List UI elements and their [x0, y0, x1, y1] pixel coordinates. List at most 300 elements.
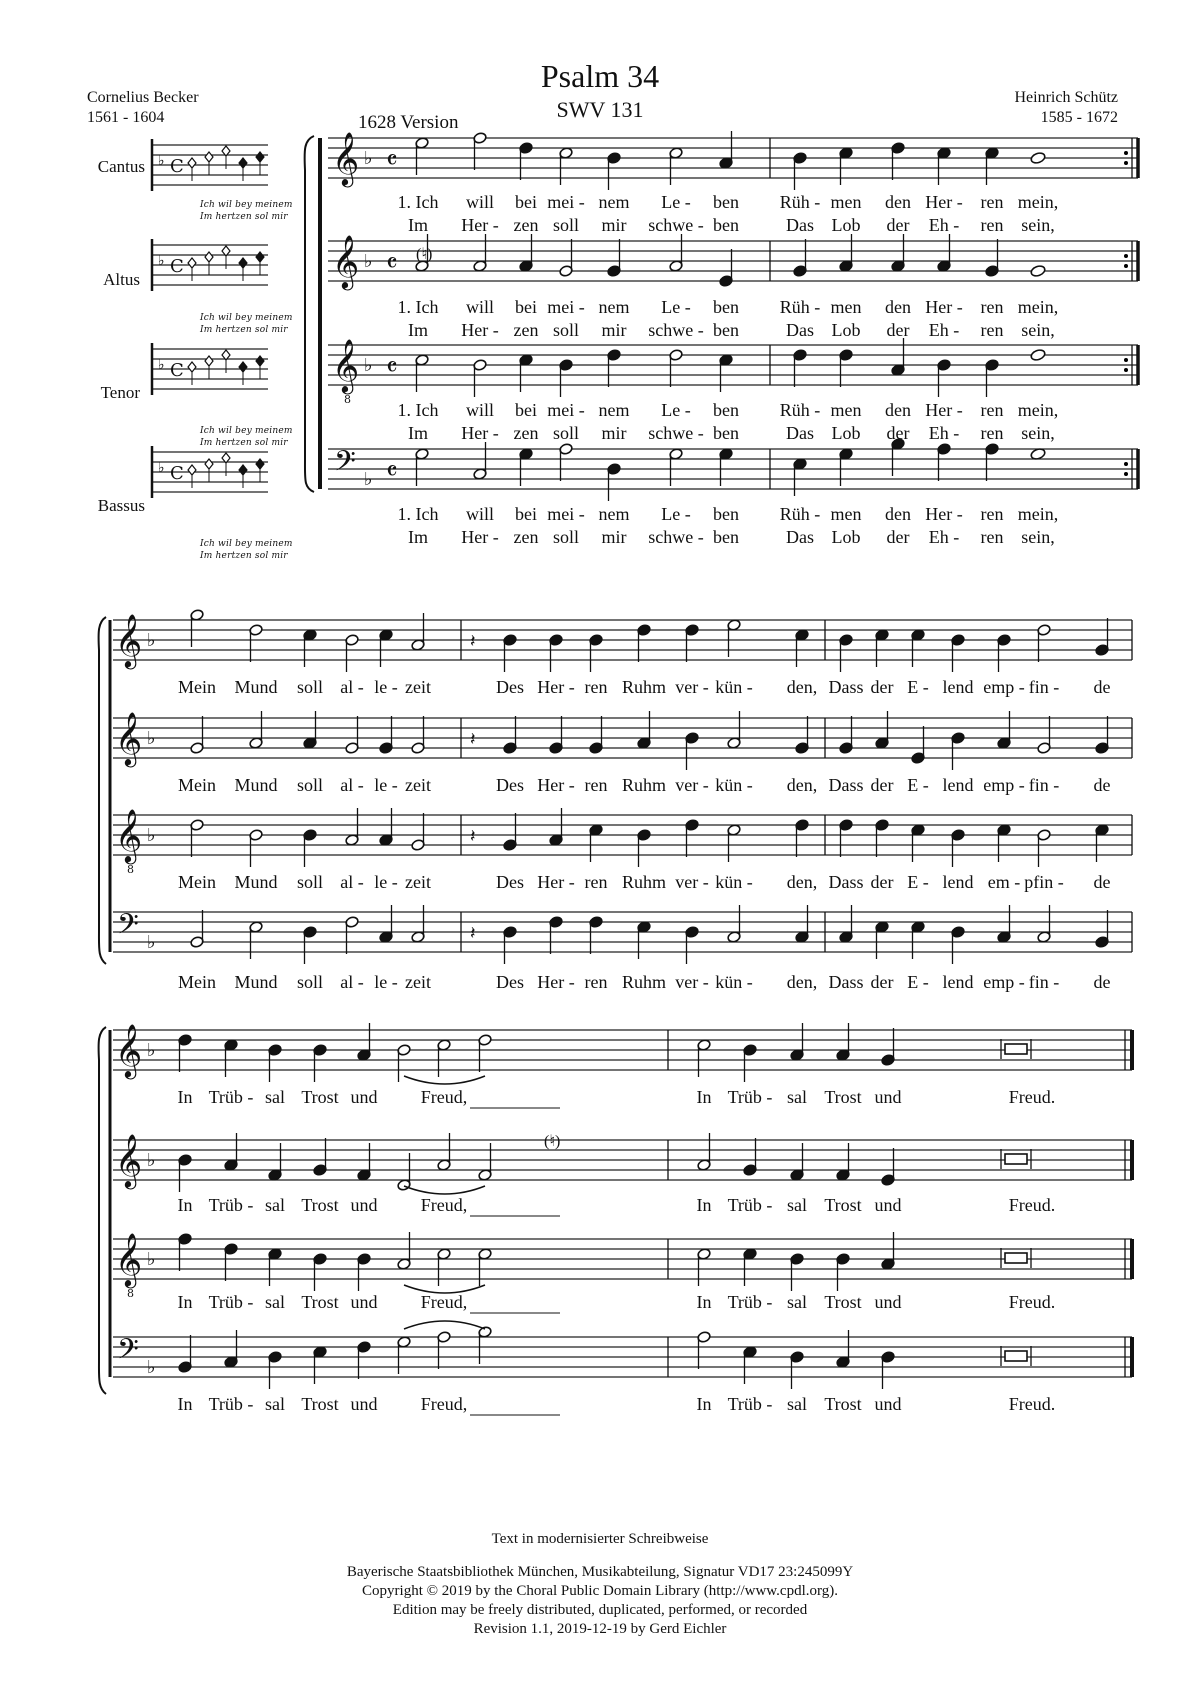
lyric-syllable: sal [787, 1087, 807, 1107]
lyric-syllable: den, [786, 972, 818, 992]
system1-staff-2-treble-clef: 𝄞 [332, 338, 360, 392]
lyric-syllable: Mein [178, 972, 216, 992]
slur [404, 1186, 485, 1194]
lyric-syllable: Trüb - [208, 1195, 254, 1215]
lyric-syllable: ver - [675, 677, 709, 697]
lyric-syllable: em - [987, 872, 1021, 892]
voice-label-bassus: Bassus [97, 496, 145, 515]
lyric-syllable: zen [513, 423, 539, 443]
system3-staff-1-treble-clef: 𝄞 [115, 1133, 143, 1187]
lyric-syllable: al - [340, 775, 364, 795]
lyric-syllable: ben [713, 320, 739, 340]
lyric-syllable: Trüb - [727, 1195, 773, 1215]
system1-staff-3-bass-clef: 𝄢 [334, 445, 356, 485]
quarter-rest: 𝄽 [470, 826, 476, 847]
system2-staff-2-octave-mark: 8 [127, 863, 134, 876]
lyric-syllable: Ruhm [621, 872, 667, 892]
system1-staff-3-flat: ♭ [364, 469, 373, 490]
system1-staff-1-flat: ♭ [364, 251, 373, 272]
lyric-syllable: soll [552, 215, 580, 235]
lyric-syllable: Trüb - [727, 1394, 773, 1414]
lyric-syllable: 1. Ich [397, 192, 439, 212]
system1-staff-2-octave-mark: 8 [344, 393, 351, 406]
lyric-syllable: ren [584, 872, 608, 892]
poet-name: Cornelius Becker [87, 89, 199, 106]
lyric-syllable: Im [408, 423, 428, 443]
lyric-syllable: der [870, 872, 894, 892]
lyric-syllable: Trüb - [208, 1394, 254, 1414]
lyric-syllable: Lob [831, 215, 861, 235]
lyric-syllable: Trost [824, 1292, 862, 1312]
system1-brace [305, 136, 314, 492]
lyric-syllable: sal [787, 1292, 807, 1312]
lyric-syllable: Trüb - [727, 1292, 773, 1312]
page-subtitle: SWV 131 [556, 97, 644, 122]
lyric-syllable: nem [598, 192, 630, 212]
lyric-syllable: bei [515, 297, 537, 317]
lyric-syllable: al - [340, 677, 364, 697]
lyric-syllable: Trüb - [208, 1087, 254, 1107]
editorial-accidental-altus-s1: (♮) [416, 246, 433, 263]
lyric-syllable: nem [598, 504, 630, 524]
lyric-syllable: fin - [1028, 677, 1060, 697]
lyric-syllable: Freud. [1008, 1087, 1056, 1107]
quarter-rest: 𝄽 [470, 729, 476, 750]
lyric-syllable: Mund [234, 775, 278, 795]
repeat-dot [1124, 462, 1128, 466]
incipit-text-cantus: Ich wil bey meinem Im hertzen sol mir [200, 200, 293, 222]
lyric-syllable: In [177, 1087, 193, 1107]
lyric-syllable: de [1093, 775, 1111, 795]
time-signature: 𝄴 [386, 146, 398, 176]
lyric-syllable: soll [552, 320, 580, 340]
lyric-syllable: ren [980, 504, 1004, 524]
incipit-mensuration: C [170, 463, 184, 484]
lyric-syllable: will [465, 297, 495, 317]
system2-staff-2-flat: ♭ [147, 825, 156, 846]
lyric-syllable: Her - [461, 527, 499, 547]
lyric-syllable: sal [265, 1195, 285, 1215]
lyric-syllable: 1. Ich [397, 297, 439, 317]
lyric-syllable: emp - [983, 775, 1025, 795]
lyric-syllable: ver - [675, 972, 709, 992]
repeat-dot [1124, 254, 1128, 258]
lyric-syllable: den, [786, 677, 818, 697]
lyric-syllable: sein, [1021, 527, 1055, 547]
incipit-note [239, 158, 247, 168]
lyric-syllable: Trüb - [727, 1087, 773, 1107]
footer-revision: Revision 1.1, 2019-12-19 by Gerd Eichler [473, 1621, 727, 1637]
lyric-syllable: Mund [234, 972, 278, 992]
lyric-syllable: kün - [715, 775, 753, 795]
footer-copyright: Copyright © 2019 by the Choral Public Domain Library (http://www.cpdl.org). [362, 1583, 838, 1599]
lyric-syllable: ren [584, 677, 608, 697]
voice-label-tenor: Tenor [100, 383, 140, 402]
incipit-flat: ♭ [158, 460, 165, 476]
lyric-syllable: Rüh - [779, 192, 821, 212]
lyric-syllable: ren [980, 320, 1004, 340]
composer-name: Heinrich Schütz [1014, 89, 1118, 106]
lyric-syllable: ben [713, 400, 739, 420]
lyric-syllable: Le - [661, 400, 691, 420]
lyric-syllable: de [1093, 677, 1111, 697]
lyric-syllable: 1. Ich [397, 504, 439, 524]
lyric-syllable: In [177, 1292, 193, 1312]
lyric-syllable: und [874, 1292, 902, 1312]
lyric-syllable: E - [907, 872, 929, 892]
lyric-syllable: Freud. [1008, 1394, 1056, 1414]
lyric-syllable: mein, [1017, 400, 1059, 420]
lyric-syllable: 1. Ich [397, 400, 439, 420]
incipit-note [188, 362, 196, 372]
lyric-syllable: will [465, 192, 495, 212]
lyric-syllable: der [870, 677, 894, 697]
lyric-syllable: Lob [831, 527, 861, 547]
lyric-syllable: kün - [715, 972, 753, 992]
system3-staff-3-flat: ♭ [147, 1357, 156, 1378]
page-title: Psalm 34 [540, 58, 660, 94]
system2-staff-2-treble-clef: 𝄞 [115, 808, 143, 862]
lyric-syllable: nem [598, 297, 630, 317]
lyric-syllable: Dass [828, 677, 864, 697]
lyric-syllable: de [1093, 872, 1111, 892]
lyric-syllable: ver - [675, 872, 709, 892]
lyric-syllable: den [885, 192, 911, 212]
lyric-syllable: zen [513, 215, 539, 235]
lyric-syllable: emp - [983, 677, 1025, 697]
lyric-syllable: Des [496, 775, 524, 795]
footer-note: Text in modernisierter Schreibweise [491, 1531, 709, 1547]
incipit-note [256, 252, 264, 262]
lyric-syllable: Eh - [928, 527, 960, 547]
lyric-syllable: will [465, 400, 495, 420]
incipit-text-altus: Ich wil bey meinem Im hertzen sol mir [200, 313, 293, 335]
lyric-syllable: sal [265, 1292, 285, 1312]
lyric-syllable: Her - [537, 872, 575, 892]
final-breve [1005, 1154, 1027, 1164]
lyric-syllable: lend [942, 972, 974, 992]
lyric-syllable: Trost [301, 1292, 339, 1312]
repeat-dot [1124, 161, 1128, 165]
lyric-syllable: soll [296, 872, 324, 892]
version-label: 1628 Version [358, 112, 459, 133]
incipit-mensuration: C [170, 156, 184, 177]
incipit-note [256, 459, 264, 469]
system1-note [1030, 264, 1046, 277]
incipit-flat: ♭ [158, 357, 165, 373]
lyric-syllable: ben [713, 297, 739, 317]
lyric-syllable: Trost [824, 1087, 862, 1107]
system3-staff-0-flat: ♭ [147, 1040, 156, 1061]
system3-staff-1-flat: ♭ [147, 1150, 156, 1171]
lyric-syllable: zeit [405, 872, 431, 892]
lyric-syllable: Le - [661, 297, 691, 317]
lyric-syllable: mir [601, 215, 627, 235]
lyric-syllable: Im [408, 320, 428, 340]
lyric-syllable: mei - [547, 192, 585, 212]
lyric-syllable: Le - [661, 504, 691, 524]
lyric-syllable: In [696, 1394, 712, 1414]
lyric-syllable: bei [515, 504, 537, 524]
lyric-syllable: mir [601, 423, 627, 443]
time-signature: 𝄴 [386, 249, 398, 279]
lyric-syllable: Trost [824, 1394, 862, 1414]
system3-staff-3-bass-clef: 𝄢 [117, 1333, 139, 1373]
lyric-syllable: nem [598, 400, 630, 420]
lyric-syllable: mir [601, 320, 627, 340]
system2-staff-0-flat: ♭ [147, 630, 156, 651]
lyric-syllable: schwe - [648, 423, 704, 443]
lyric-syllable: zeit [405, 677, 431, 697]
incipit-note [205, 252, 213, 262]
lyric-syllable: fin - [1028, 972, 1060, 992]
lyric-syllable: Rüh - [779, 400, 821, 420]
voice-label-cantus: Cantus [97, 157, 145, 176]
lyric-syllable: E - [907, 972, 929, 992]
lyric-syllable: Lob [831, 423, 861, 443]
lyric-syllable: und [874, 1195, 902, 1215]
lyric-syllable: soll [296, 972, 324, 992]
incipit-flat: ♭ [158, 153, 165, 169]
lyric-syllable: zen [513, 527, 539, 547]
lyric-syllable: al - [340, 972, 364, 992]
lyric-syllable: Freud, [420, 1292, 468, 1312]
lyric-syllable: Ruhm [621, 677, 667, 697]
lyric-syllable: al - [340, 872, 364, 892]
lyric-syllable: sal [787, 1394, 807, 1414]
lyric-syllable: men [830, 192, 862, 212]
final-breve [1005, 1253, 1027, 1263]
system1-note [1030, 348, 1046, 361]
lyric-syllable: sein, [1021, 423, 1055, 443]
lyric-syllable: emp - [983, 972, 1025, 992]
lyric-syllable: Trost [824, 1195, 862, 1215]
repeat-dot [1124, 151, 1128, 155]
time-signature: 𝄴 [386, 353, 398, 383]
footer-license: Edition may be freely distributed, duplicated, performed, or recorded [392, 1602, 808, 1618]
lyric-syllable: E - [907, 677, 929, 697]
lyric-syllable: zeit [405, 972, 431, 992]
lyric-syllable: Eh - [928, 423, 960, 443]
system1-staff-0-treble-clef: 𝄞 [332, 131, 360, 185]
lyric-syllable: ben [713, 192, 739, 212]
lyric-syllable: Eh - [928, 320, 960, 340]
lyric-syllable: ren [980, 215, 1004, 235]
lyric-syllable: sal [787, 1195, 807, 1215]
repeat-dot [1124, 358, 1128, 362]
incipit-note [256, 356, 264, 366]
system3-staff-0-treble-clef: 𝄞 [115, 1023, 143, 1077]
lyric-syllable: Lob [831, 320, 861, 340]
lyric-syllable: den [885, 400, 911, 420]
slur [404, 1076, 485, 1084]
system3-brace [99, 1027, 106, 1394]
lyric-syllable: Das [786, 320, 814, 340]
lyric-syllable: le - [374, 775, 398, 795]
lyric-syllable: Freud. [1008, 1195, 1056, 1215]
lyric-syllable: Her - [925, 192, 963, 212]
lyric-syllable: Trost [301, 1394, 339, 1414]
lyric-syllable: ren [980, 527, 1004, 547]
lyric-syllable: mei - [547, 400, 585, 420]
lyric-syllable: den [885, 297, 911, 317]
lyric-syllable: Her - [925, 297, 963, 317]
system2-brace [99, 617, 106, 964]
lyric-syllable: Dass [828, 972, 864, 992]
lyric-syllable: Her - [461, 215, 499, 235]
lyric-syllable: Le - [661, 192, 691, 212]
final-breve [1005, 1351, 1027, 1361]
lyric-syllable: Trost [301, 1087, 339, 1107]
lyric-syllable: ren [584, 972, 608, 992]
system3-staff-2-octave-mark: 8 [127, 1287, 134, 1300]
lyric-syllable: fin - [1028, 775, 1060, 795]
lyric-syllable: Mein [178, 872, 216, 892]
lyric-syllable: den, [786, 775, 818, 795]
lyric-syllable: und [350, 1087, 378, 1107]
lyric-syllable: mei - [547, 297, 585, 317]
lyric-syllable: E - [907, 775, 929, 795]
lyric-syllable: Mein [178, 775, 216, 795]
system1-staff-1-treble-clef: 𝄞 [332, 234, 360, 288]
lyric-syllable: men [830, 400, 862, 420]
lyric-syllable: den, [786, 872, 818, 892]
lyric-syllable: sein, [1021, 320, 1055, 340]
lyric-syllable: lend [942, 775, 974, 795]
lyric-syllable: Her - [461, 320, 499, 340]
repeat-dot [1124, 368, 1128, 372]
lyric-syllable: und [350, 1292, 378, 1312]
lyric-syllable: ben [713, 527, 739, 547]
incipit-note [205, 152, 213, 162]
quarter-rest: 𝄽 [470, 631, 476, 652]
lyric-syllable: le - [374, 677, 398, 697]
lyric-syllable: ben [713, 215, 739, 235]
incipit-mensuration: C [170, 360, 184, 381]
lyric-syllable: Des [496, 972, 524, 992]
lyric-syllable: der [870, 775, 894, 795]
incipit-text-bassus: Ich wil bey meinem Im hertzen sol mir [200, 539, 293, 561]
lyric-syllable: In [177, 1394, 193, 1414]
incipit-note [239, 465, 247, 475]
incipit-flat: ♭ [158, 253, 165, 269]
lyric-syllable: ren [980, 423, 1004, 443]
quarter-rest: 𝄽 [470, 923, 476, 944]
lyric-syllable: schwe - [648, 215, 704, 235]
lyric-syllable: Des [496, 872, 524, 892]
lyric-syllable: der [886, 215, 910, 235]
lyric-syllable: Rüh - [779, 504, 821, 524]
system3-staff-2-treble-clef: 𝄞 [115, 1232, 143, 1286]
lyric-syllable: lend [942, 872, 974, 892]
lyric-syllable: schwe - [648, 320, 704, 340]
lyric-syllable: Im [408, 215, 428, 235]
lyric-syllable: der [886, 320, 910, 340]
lyric-syllable: und [874, 1394, 902, 1414]
lyric-syllable: Her - [461, 423, 499, 443]
time-signature: 𝄴 [386, 457, 398, 487]
footer [0, 1530, 1200, 1639]
lyric-syllable: mein, [1017, 504, 1059, 524]
lyric-syllable: soll [296, 677, 324, 697]
lyric-syllable: In [696, 1292, 712, 1312]
lyric-syllable: und [350, 1195, 378, 1215]
lyric-syllable: Trüb - [208, 1292, 254, 1312]
slur [404, 1321, 485, 1329]
system2-staff-0-treble-clef: 𝄞 [115, 613, 143, 667]
lyric-syllable: sal [265, 1394, 285, 1414]
final-breve [1005, 1044, 1027, 1054]
incipit-note [239, 258, 247, 268]
lyric-syllable: Im [408, 527, 428, 547]
lyric-syllable: de [1093, 972, 1111, 992]
lyric-syllable: lend [942, 677, 974, 697]
lyric-syllable: mein, [1017, 192, 1059, 212]
voice-label-altus: Altus [103, 270, 140, 289]
lyric-syllable: ver - [675, 775, 709, 795]
footer-source: Bayerische Staatsbibliothek München, Musikabteilung, Signatur VD17 23:245099Y [346, 1564, 854, 1580]
lyric-syllable: le - [374, 872, 398, 892]
lyric-syllable: mein, [1017, 297, 1059, 317]
lyric-syllable: ren [980, 297, 1004, 317]
lyric-syllable: Eh - [928, 215, 960, 235]
system2-staff-1-flat: ♭ [147, 728, 156, 749]
lyric-syllable: zeit [405, 775, 431, 795]
lyric-syllable: Her - [537, 972, 575, 992]
lyric-syllable: Rüh - [779, 297, 821, 317]
lyric-syllable: schwe - [648, 527, 704, 547]
lyric-syllable: Freud, [420, 1195, 468, 1215]
lyric-syllable: soll [552, 423, 580, 443]
lyric-syllable: soll [296, 775, 324, 795]
lyric-syllable: In [177, 1195, 193, 1215]
repeat-dot [1124, 472, 1128, 476]
lyric-syllable: kün - [715, 677, 753, 697]
lyric-syllable: Mein [178, 677, 216, 697]
incipit-note [188, 158, 196, 168]
lyric-syllable: le - [374, 972, 398, 992]
incipit-note [188, 258, 196, 268]
system1-staff-2-flat: ♭ [364, 355, 373, 376]
lyric-syllable: ren [980, 400, 1004, 420]
lyric-syllable: Das [786, 423, 814, 443]
poet-dates: 1561 - 1604 [87, 109, 165, 126]
lyric-syllable: mir [601, 527, 627, 547]
system3-staff-2-flat: ♭ [147, 1249, 156, 1270]
lyric-syllable: In [696, 1087, 712, 1107]
lyric-syllable: In [696, 1195, 712, 1215]
lyric-syllable: will [465, 504, 495, 524]
lyric-syllable: Freud, [420, 1394, 468, 1414]
lyric-syllable: ren [584, 775, 608, 795]
lyric-syllable: Das [786, 527, 814, 547]
lyric-syllable: men [830, 297, 862, 317]
lyric-syllable: Dass [828, 775, 864, 795]
lyric-syllable: ren [980, 192, 1004, 212]
lyric-syllable: zen [513, 320, 539, 340]
system2-staff-1-treble-clef: 𝄞 [115, 711, 143, 765]
lyric-syllable: pfin - [1024, 872, 1064, 892]
incipit-note [205, 356, 213, 366]
system1-staff-0-flat: ♭ [364, 148, 373, 169]
lyric-syllable: der [886, 423, 910, 443]
lyric-syllable: soll [552, 527, 580, 547]
incipit-note [256, 152, 264, 162]
lyric-syllable: Dass [828, 872, 864, 892]
lyric-syllable: men [830, 504, 862, 524]
lyric-syllable: der [870, 972, 894, 992]
lyric-syllable: ben [713, 423, 739, 443]
